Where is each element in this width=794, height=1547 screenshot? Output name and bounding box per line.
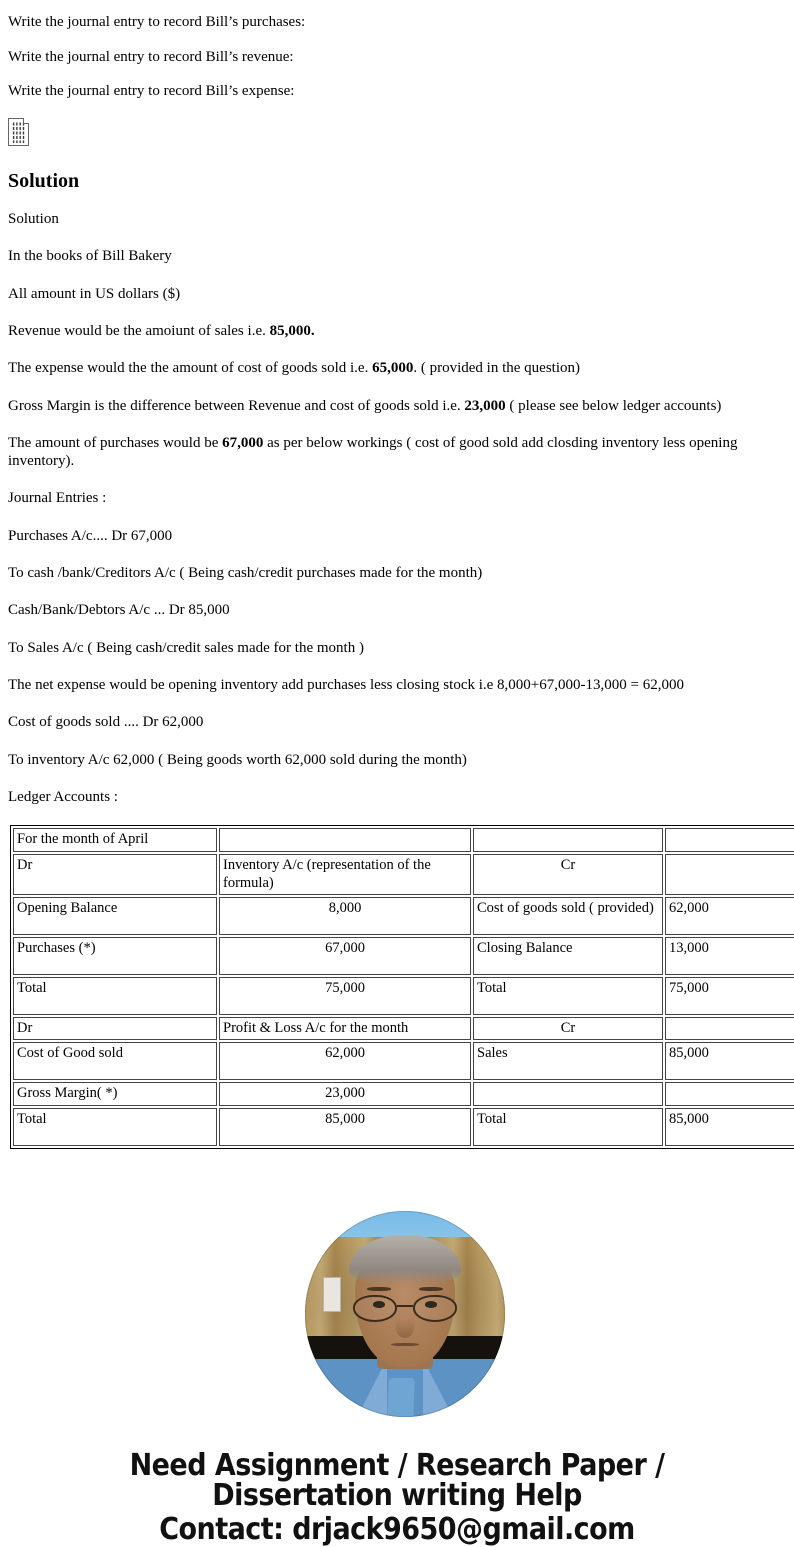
solution-heading: Solution xyxy=(8,170,80,193)
cell-empty xyxy=(665,854,794,895)
body-line-solution: Solution xyxy=(8,211,59,228)
cell-empty xyxy=(473,828,663,852)
cell-empty xyxy=(473,1082,663,1105)
table-row xyxy=(13,977,794,1015)
body-line-je-purchases-cr: To cash /bank/Creditors A/c ( Being cash/credit purchases made for the month) xyxy=(8,565,483,582)
cell-closing-balance-label: Closing Balance xyxy=(473,937,663,975)
purchases-text-post: as per below workings ( cost of good sold add closding inventory less opening inventory). xyxy=(8,434,738,470)
table-row xyxy=(13,1042,794,1080)
cell-dr-inventory: Dr xyxy=(13,854,217,895)
cell-empty xyxy=(665,1017,794,1040)
cell-gross-margin-value: 23,000 xyxy=(219,1082,471,1105)
purchases-text: The amount of purchases would be xyxy=(8,434,223,451)
cell-sales-label: Sales xyxy=(473,1042,663,1080)
cell-sales-value: 85,000 xyxy=(665,1042,794,1080)
table-row xyxy=(13,828,794,852)
body-line-je-purchases-dr: Purchases A/c.... Dr 67,000 xyxy=(8,527,173,544)
body-line-net-expense: The net expense would be opening inventory add purchases less closing stock i.e 8,000+67,000-13,000 = 62,000 xyxy=(8,676,684,693)
purchases-amount: 67,000 xyxy=(222,434,264,451)
cell-opening-balance-label: Opening Balance xyxy=(13,897,217,935)
cell-closing-balance-value: 13,000 xyxy=(665,937,794,975)
cell-total-value-pl-dr: 85,000 xyxy=(219,1108,471,1146)
cell-cr-inventory: Cr xyxy=(473,854,663,895)
cell-purchases-value: 67,000 xyxy=(219,937,471,975)
body-line-revenue xyxy=(8,322,786,340)
cell-pl-account-title: Profit & Loss A/c for the month xyxy=(219,1017,471,1040)
body-line-currency: All amount in US dollars ($) xyxy=(8,285,181,302)
cell-total-label-dr: Total xyxy=(13,977,217,1015)
table-row xyxy=(13,1082,794,1105)
body-line-expense xyxy=(8,359,786,377)
broken-image-icon xyxy=(8,118,29,146)
body-line-books-of: In the books of Bill Bakery xyxy=(8,248,172,265)
gross-margin-text-post: ( please see below ledger accounts) xyxy=(505,397,722,414)
cell-total-value-pl-cr: 85,000 xyxy=(665,1108,794,1146)
cell-cogs-pl-label: Cost of Good sold xyxy=(13,1042,217,1080)
body-line-gross-margin xyxy=(8,397,786,415)
body-line-je-sales-cr: To Sales A/c ( Being cash/credit sales made for the month ) xyxy=(8,639,364,656)
cell-empty xyxy=(219,828,471,852)
cell-dr-pl: Dr xyxy=(13,1017,217,1040)
table-row xyxy=(13,1017,794,1040)
solution-body xyxy=(8,210,786,806)
question-prompt-revenue: Write the journal entry to record Bill’s revenue: xyxy=(8,48,294,65)
ledger-table xyxy=(10,825,794,1149)
body-line-ledger-accounts-heading: Ledger Accounts : xyxy=(8,788,118,805)
question-prompt-expense: Write the journal entry to record Bill’s expense: xyxy=(8,83,295,100)
table-row xyxy=(13,897,794,935)
cell-cr-pl: Cr xyxy=(473,1017,663,1040)
cell-cogs-pl-value: 62,000 xyxy=(219,1042,471,1080)
broken-image-grid xyxy=(11,121,26,143)
expense-amount: 65,000 xyxy=(372,360,414,377)
cell-inventory-account-title: Inventory A/c (representation of the formula) xyxy=(219,854,471,895)
avatar xyxy=(305,1211,505,1417)
body-line-purchases xyxy=(8,434,786,471)
body-line-journal-entries-heading: Journal Entries : xyxy=(8,490,107,507)
table-row xyxy=(13,1108,794,1146)
revenue-text: Revenue would be the amoiunt of sales i.e. xyxy=(8,322,270,339)
cell-empty xyxy=(665,828,794,852)
broken-image-corner-fold xyxy=(23,118,29,124)
revenue-amount: 85,000. xyxy=(269,322,315,339)
body-line-je-cash-dr: Cash/Bank/Debtors A/c ... Dr 85,000 xyxy=(8,602,230,619)
cell-total-value-cr: 75,000 xyxy=(665,977,794,1015)
broken-image-container xyxy=(8,118,786,152)
expense-text-post: . ( provided in the question) xyxy=(413,360,580,377)
cell-opening-balance-value: 8,000 xyxy=(219,897,471,935)
avatar-container xyxy=(8,1211,794,1417)
cell-total-label-pl-dr: Total xyxy=(13,1108,217,1146)
cell-cogs-value: 62,000 xyxy=(665,897,794,935)
cell-purchases-label: Purchases (*) xyxy=(13,937,217,975)
question-prompts xyxy=(8,0,786,101)
cell-total-label-pl-cr: Total xyxy=(473,1108,663,1146)
avatar-border-ring xyxy=(305,1211,505,1417)
gross-margin-amount: 23,000 xyxy=(464,397,506,414)
question-prompt-purchases: Write the journal entry to record Bill’s purchases: xyxy=(8,14,306,30)
table-row xyxy=(13,937,794,975)
expense-text: The expense would the the amount of cost of goods sold i.e. xyxy=(8,360,373,377)
cell-month-label: For the month of April xyxy=(13,828,217,852)
cell-gross-margin-label: Gross Margin( *) xyxy=(13,1082,217,1105)
promo-footer xyxy=(47,1447,747,1547)
promo-line-services: Need Assignment / Research Paper / Dissertation writing Help xyxy=(129,1447,665,1513)
cell-empty xyxy=(665,1082,794,1105)
body-line-je-inventory-cr: To inventory A/c 62,000 ( Being goods worth 62,000 sold during the month) xyxy=(8,751,467,768)
cell-cogs-label: Cost of goods sold ( provided) xyxy=(473,897,663,935)
gross-margin-text: Gross Margin is the difference between Revenue and cost of goods sold i.e. xyxy=(8,397,465,414)
cell-total-label-cr: Total xyxy=(473,977,663,1015)
body-line-je-cogs-dr: Cost of goods sold .... Dr 62,000 xyxy=(8,714,204,731)
table-row xyxy=(13,854,794,895)
promo-line-contact: Contact: drjack9650@gmail.com xyxy=(159,1511,635,1547)
cell-total-value-dr: 75,000 xyxy=(219,977,471,1015)
